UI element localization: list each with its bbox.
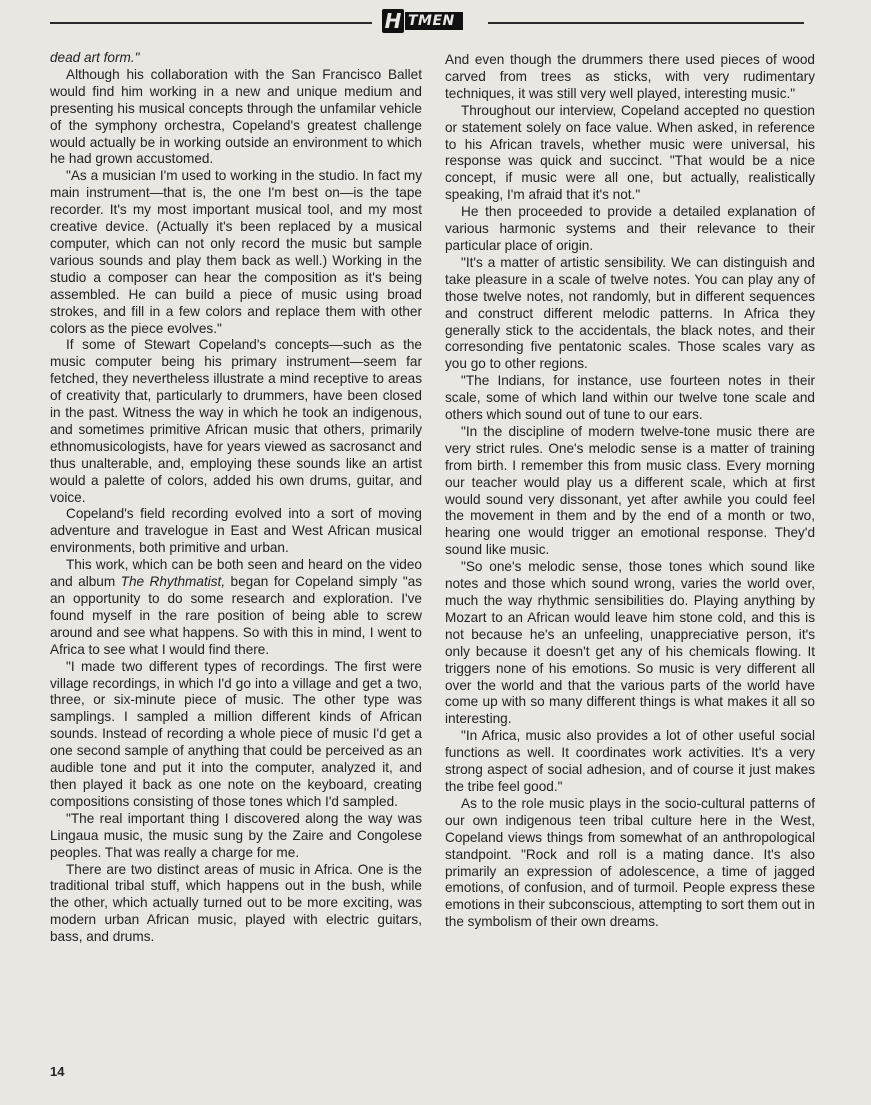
paragraph: Copeland's field recording evolved into a sort of moving adventure and travelogue in East and West African musical environments, both primitive and urban. [50, 506, 422, 556]
paragraph: He then proceeded to provide a detailed explanation of various harmonic systems and their relevance to their particular place of origin. [445, 204, 815, 253]
paragraph: If some of Stewart Copeland's concepts—such as the music computer being his primary instrument—seem far fetched, they nevertheless illustrate a mind receptive to areas of creativity that, particularly to drummers, have been closed in the past. Witness the way in which he took an indigenous, and sometimes primitive African music that others, primarily ethnomusicologists, have for years viewed as sacrosanct and thus unalterable, and, employing these sounds like an artist would a palette of colors, added his own drums, guitar, and voice. [50, 337, 422, 505]
paragraph: dead art form." [50, 50, 140, 65]
paragraph [50, 557, 422, 658]
paragraph: "The Indians, for instance, use fourteen notes in their scale, some of which land within our twelve tone scale and others which sound out of tune to our ears. [445, 373, 815, 423]
header-rule-left [50, 22, 372, 24]
right-column [445, 52, 815, 931]
paragraph: "It's a matter of artistic sensibility. We can distinguish and take pleasure in a scale of twelve notes. You can play any of those twelve notes, not randomly, but in different sequences and construct different melodic patterns. In Africa they generally stick to the accidentals, the black notes, and their corresonding five pentatonic scales. Those scales vary as you go to other regions. [445, 254, 815, 372]
paragraph: "In Africa, music also provides a lot of other useful social functions as well. It coordinates work activities. It's a very strong aspect of social adhesion, and of course it just makes the tribe feel good." [445, 728, 815, 794]
paragraph: And even though the drummers there used pieces of wood carved from trees as sticks, with very rudimentary techniques, it was still very well played, interesting music." [445, 52, 815, 101]
paragraph: There are two distinct areas of music in Africa. One is the traditional tribal stuff, which happens out in the bush, while the other, which actually turned out to be more exciting, was modern urban African music, played with electric guitars, bass, and drums. [50, 861, 422, 945]
left-column [50, 50, 422, 946]
paragraph: "So one's melodic sense, those tones which sound like notes and those which sound wrong, varies the world over, much the way rhythmic sensibilities do. Playing anything by Mozart to an African would leave him stone cold, and this is not because he's an unfeeling, unappreciative person, it's only because it doesn't get any of his chemicals flowing. It triggers none of his emotions. So music is very different all over the world and that the various parts of the world have come up with so many different things is what makes it all so interesting. [445, 559, 815, 727]
logo-text: TMEN [405, 12, 463, 30]
paragraph-text: began for Copeland simply "as an opportunity to do some research and exploration. I've found myself in the rare position of being able to screw around and see what happens. So with this in mind, I went to Africa to see what I would find there. [50, 574, 422, 657]
paragraph: Throughout our interview, Copeland accepted no question or statement solely on face value. When asked, in reference to his African travels, whether music were universal, his response was quick and succinct. "That would be a nice concept, if music were all one, but actually, realistically speaking, I'm afraid that it's not." [445, 102, 815, 203]
paragraph-text: This work, which can be both seen and heard on the video and album [50, 557, 422, 590]
logo-h: H [382, 9, 404, 33]
magazine-logo [382, 8, 478, 34]
paragraph: "I made two different types of recordings. The first were village recordings, in which I'd go into a village and get a two, three, or six-minute piece of music. The other type was samplings. I sampled a million different kinds of African sounds. Instead of recording a whole piece of music I'd get a one second sample of anything that could be perceived as an audible tone and put it into the computer, analyzed it, and then played it back as one note on the keyboard, creating compositions consisting of those tones which I'd sampled. [50, 658, 422, 809]
page-number: 14 [50, 1064, 65, 1079]
paragraph: "As a musician I'm used to working in the studio. In fact my main instrument—that is, the one I'm best on—is the tape recorder. It's my most important musical tool, and my most creative device. (Actually it's been replaced by a musical computer, which can not only record the music but sample various sounds and play them back as well.) Working in the studio a composer can hear the composition as it's being assembled. He can build a piece of music using broad strokes, and fill in a few colors and replace them with other colors as the piece evolves." [50, 168, 422, 336]
paragraph: As to the role music plays in the socio-cultural patterns of our own indigenous teen tribal culture here in the West, Copeland views things from somewhat of an anthropological standpoint. "Rock and roll is a mating dance. It's also primarily an expression of adolescence, a time of jagged emotions, of confusion, and of turmoil. People express these emotions in their subconscious, attempting to sort them out in the symbolism of their own dreams. [445, 795, 815, 930]
album-title: The Rhythmatist, [120, 574, 226, 590]
paragraph: "In the discipline of modern twelve-tone music there are very strict rules. One's melodic sense is a matter of training from birth. I remember this from music class. Every morning our teacher would play us a different scale, which at first would sound very dissonant, yet after awhile you could feel the movement in them and by the end of a month or two, hearing one would trigger an emotional response. They'd sound like music. [445, 423, 815, 558]
paragraph: "The real important thing I discovered along the way was Lingaua music, the music sung by the Zaire and Congolese peoples. That was really a charge for me. [50, 810, 422, 860]
paragraph: Although his collaboration with the San Francisco Ballet would find him working in a new and unique medium and presenting his musical concepts through the unfamilar vehicle of the symphony orchestra, Copeland's greatest challenge would actually be in working outside an environment to which he had grown accustomed. [50, 66, 422, 167]
header-rule-right [488, 22, 804, 24]
